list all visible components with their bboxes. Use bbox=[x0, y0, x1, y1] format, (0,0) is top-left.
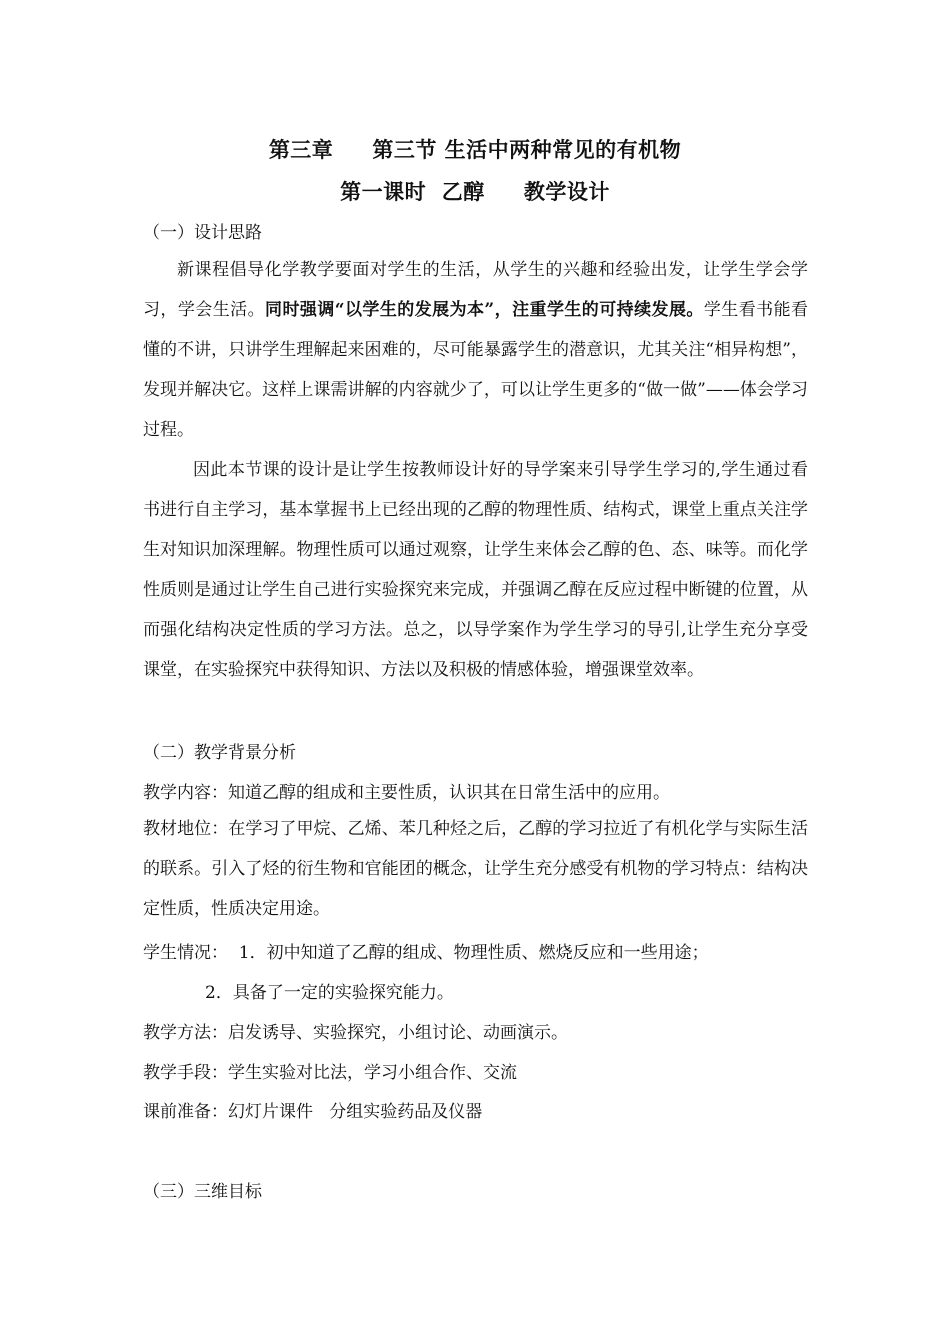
design-para1-bold: 同时强调“以学生的发展为本”，注重学生的可持续发展。 bbox=[265, 300, 704, 320]
teaching-method: 教学方法：启发诱导、实验探究，小组讨论、动画演示。 bbox=[143, 1023, 568, 1043]
section-heading-design: （一）设计思路 bbox=[143, 223, 262, 243]
lesson-title: 第一课时 乙醇 教学设计 bbox=[340, 179, 610, 204]
section-heading-objectives: （三）三维目标 bbox=[143, 1182, 262, 1202]
design-paragraph-1 bbox=[143, 250, 808, 450]
student-situation-2: 2．具备了一定的实验探究能力。 bbox=[205, 983, 454, 1003]
chapter-title: 第三章 第三节 生活中两种常见的有机物 bbox=[268, 137, 682, 162]
teaching-content: 教学内容：知道乙醇的组成和主要性质，认识其在日常生活中的应用。 bbox=[143, 783, 670, 803]
design-paragraph-2: 因此本节课的设计是让学生按教师设计好的导学案来引导学生学习的,学生通过看书进行自主学习，基本掌握书上已经出现的乙醇的物理性质、结构式，课堂上重点关注学生对知识加深理解。物理性质可以通过观察，让学生来体会乙醇的色、态、味等。而化学性质则是通过让学生自己进行实验探究来完成，并强调乙醇在反应过程中断键的位置，从而强化结构决定性质的学习方法。总之，以导学案作为学生学习的导引,让学生充分享受课堂，在实验探究中获得知识、方法以及积极的情感体验，增强课堂效率。 bbox=[143, 460, 808, 680]
section-heading-background: （二）教学背景分析 bbox=[143, 743, 296, 763]
teaching-means: 教学手段：学生实验对比法，学习小组合作、交流 bbox=[143, 1063, 517, 1083]
design-para1-rest: 学生看书能看懂的不讲，只讲学生理解起来困难的，尽可能暴露学生的潜意识，尤其关注“相异构想”，发现并解决它。这样上课需讲解的内容就少了，可以让学生更多的“做一做”——体会学习过程。 bbox=[143, 300, 809, 440]
class-preparation: 课前准备：幻灯片课件 分组实验药品及仪器 bbox=[143, 1102, 483, 1122]
student-situation-1: 学生情况： 1．初中知道了乙醇的组成、物理性质、燃烧反应和一些用途； bbox=[143, 943, 709, 963]
design-para1-normal: 新课程倡导化学教学要面对学生的生活，从学生的兴趣和经验出发，让学生学会学习，学会生活。 bbox=[143, 260, 808, 320]
textbook-position: 教材地位：在学习了甲烷、乙烯、苯几种烃之后，乙醇的学习拉近了有机化学与实际生活的联系。引入了烃的衍生物和官能团的概念，让学生充分感受有机物的学习特点：结构决定性质，性质决定用途。 bbox=[143, 819, 808, 919]
